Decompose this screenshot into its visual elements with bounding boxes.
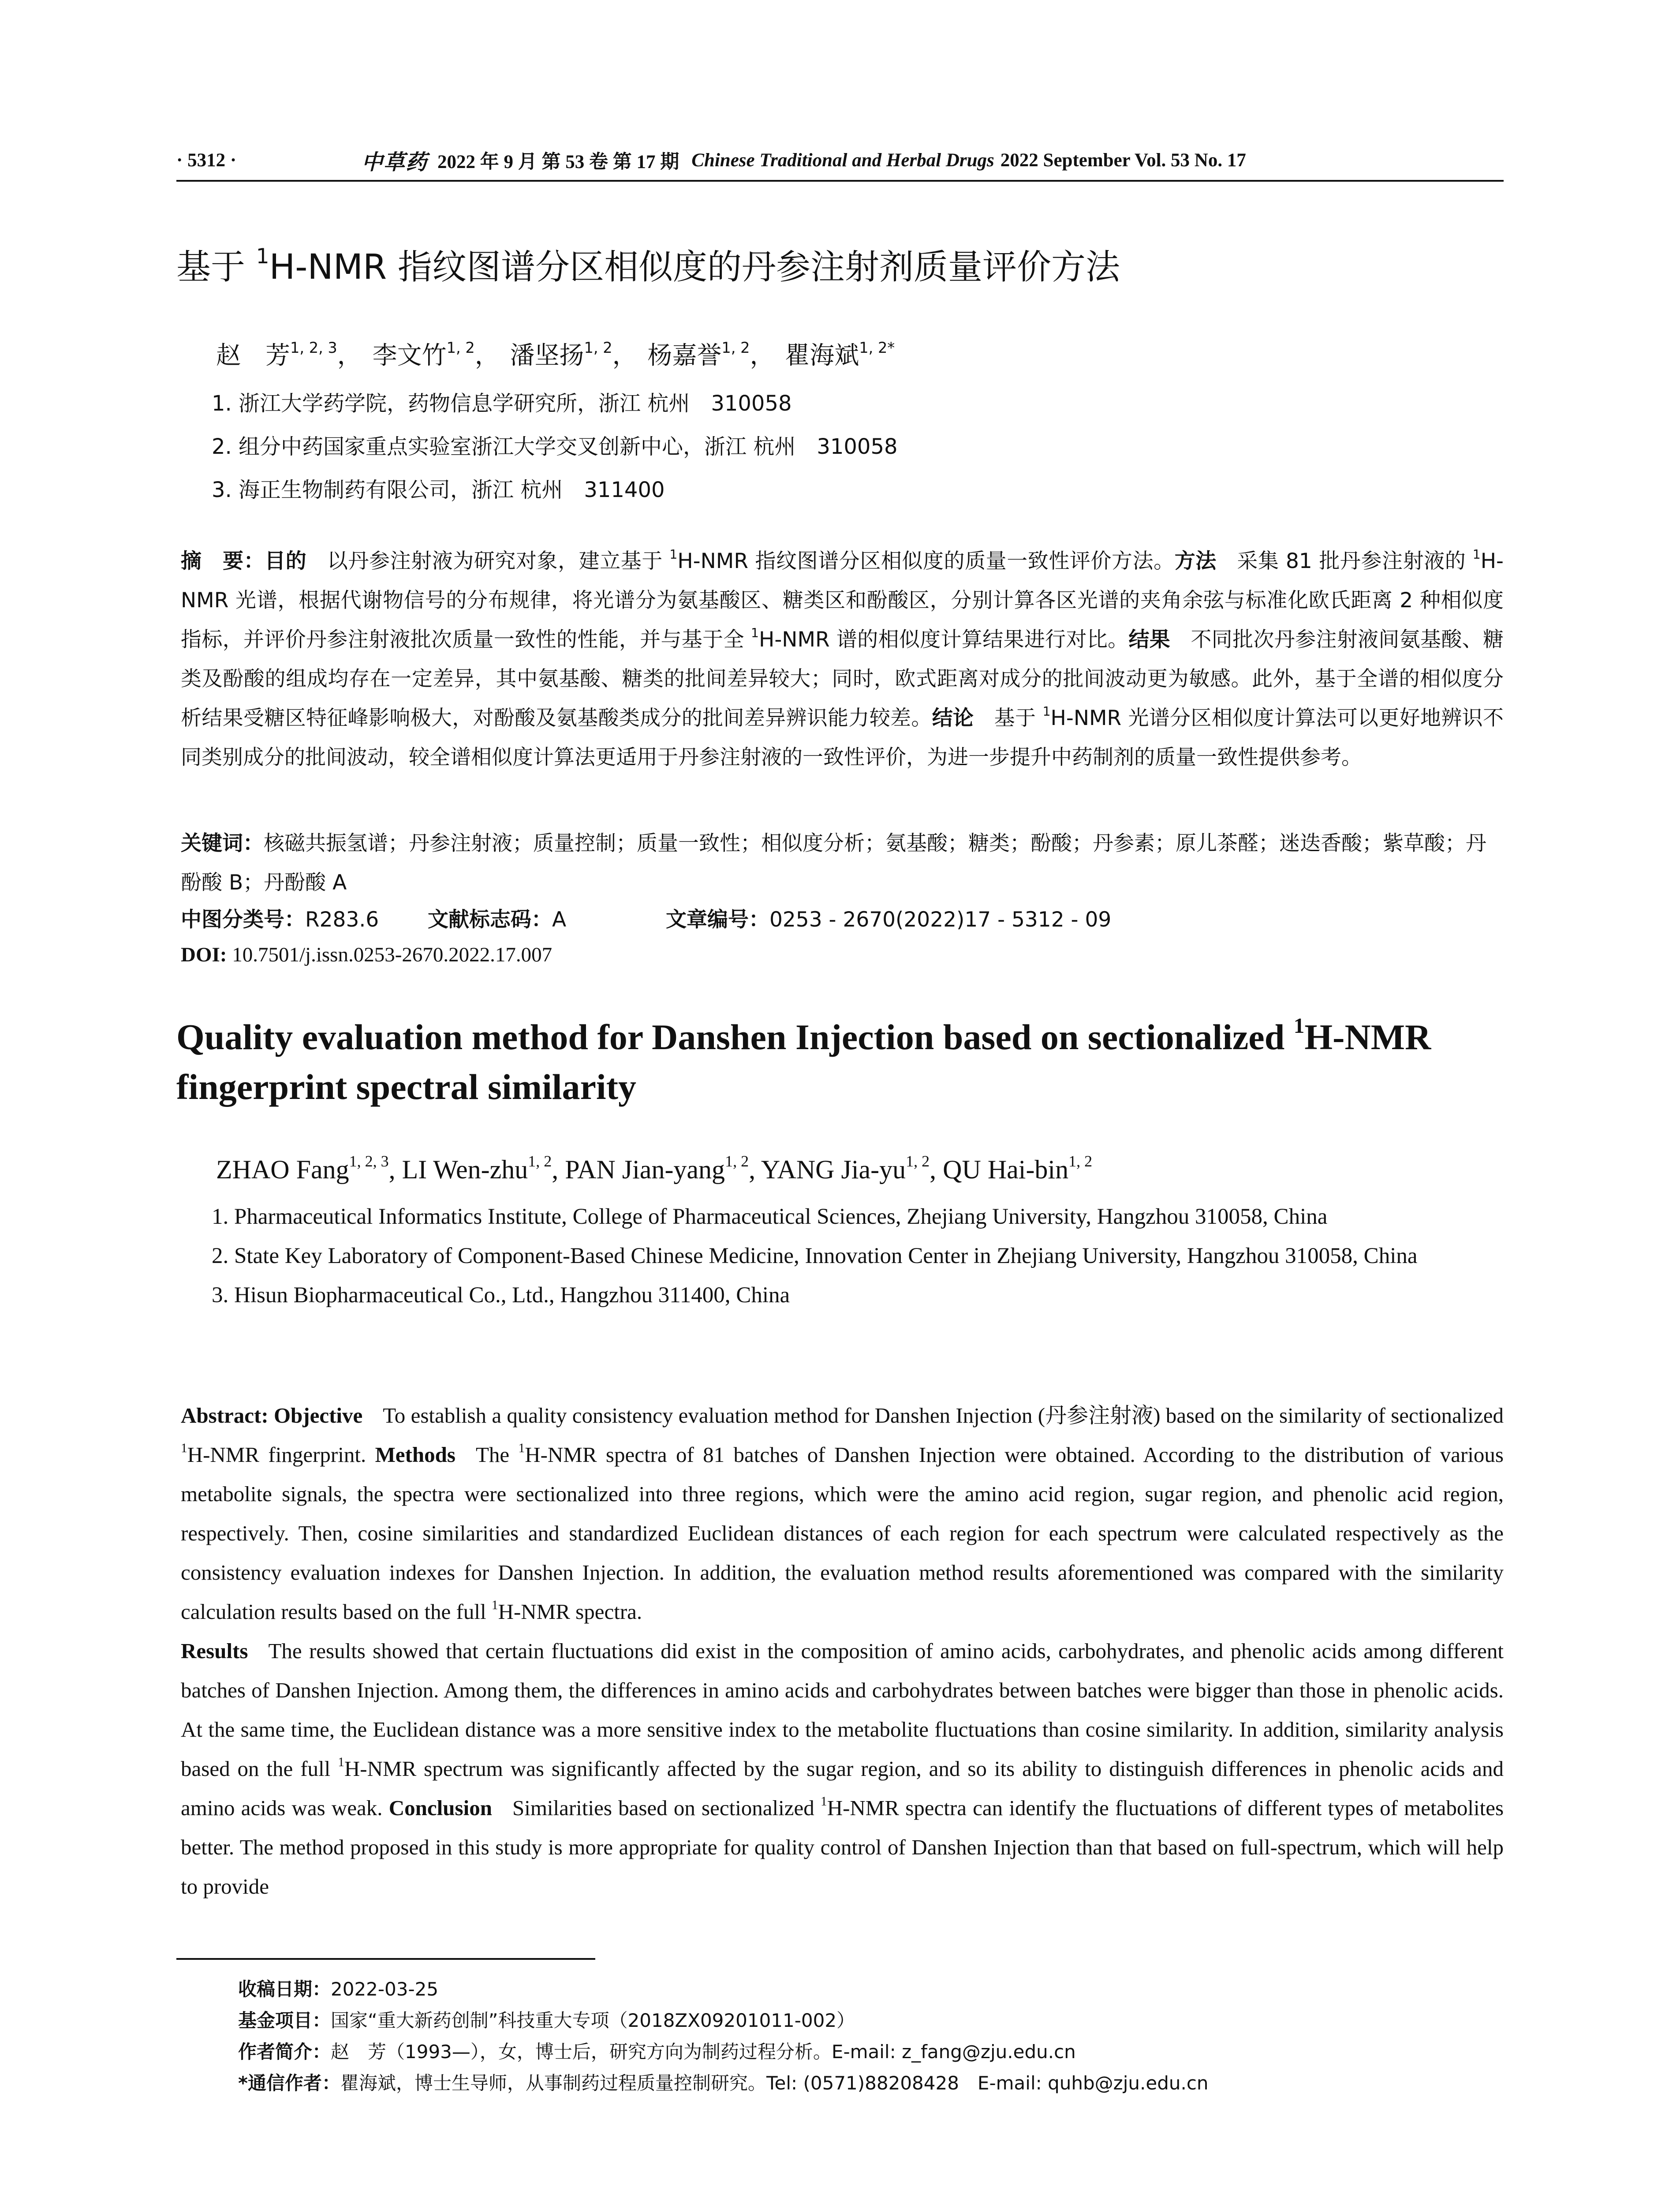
author-affiliation: 1, 2, 3 xyxy=(349,1152,389,1170)
author-affiliation: 1, 2 xyxy=(1068,1152,1093,1170)
author-name: ZHAO Fang xyxy=(216,1155,349,1184)
journal-name-en: Chinese Traditional and Herbal Drugs xyxy=(691,149,994,171)
objective-text: To establish a quality consistency evaluation method for Danshen Injection (丹参注射液) based on the similarity of sectionalized xyxy=(383,1403,1504,1428)
doc-code-value: A xyxy=(552,908,567,932)
conclusion-label: 结论 xyxy=(932,706,974,730)
objective-label: Objective xyxy=(273,1403,363,1428)
footnote-corresponding xyxy=(238,2067,1209,2099)
author-name: 潘坚扬 xyxy=(510,341,584,370)
methods-text: H-NMR spectra. xyxy=(498,1600,642,1624)
title-en-sup: 1 xyxy=(1293,1013,1305,1038)
methods-text: 采集 81 批丹参注射液的 xyxy=(1236,549,1473,573)
results-label: 结果 xyxy=(1128,628,1171,652)
title-cn-part: H-NMR 指纹图谱分区相似度的丹参注射剂质量评价方法 xyxy=(269,247,1120,287)
footnote-label: *通信作者： xyxy=(238,2072,340,2094)
author-affiliation: 1, 2 xyxy=(528,1152,552,1170)
author-name: YANG Jia-yu xyxy=(761,1155,906,1184)
footnote-received xyxy=(238,1973,1209,2005)
footnotes xyxy=(238,1973,1209,2099)
footnote-author-bio xyxy=(238,2036,1209,2067)
superscript: 1 xyxy=(669,547,678,562)
keywords-label: 关键词： xyxy=(181,831,264,856)
superscript: 1 xyxy=(518,1441,525,1455)
issue-info-en: 2022 September Vol. 53 No. 17 xyxy=(1000,149,1246,171)
superscript: 1 xyxy=(751,625,759,640)
abstract-cn xyxy=(181,542,1504,777)
superscript: 1 xyxy=(1472,547,1481,562)
classification-line xyxy=(181,903,1111,933)
author-name: QU Hai-bin xyxy=(943,1155,1069,1184)
methods-label: 方法 xyxy=(1174,549,1217,573)
clc-value: R283.6 xyxy=(305,908,379,932)
doi-label: DOI: xyxy=(181,943,227,966)
author-affiliation: 1, 2, 3 xyxy=(290,339,337,356)
footnote-label: 收稿日期： xyxy=(238,1978,331,2000)
affiliation: 1. Pharmaceutical Informatics Institute, College of Pharmaceutical Sciences, Zhejiang University, Hangzhou 310058, China xyxy=(212,1204,1328,1229)
abstract-en xyxy=(181,1396,1504,1906)
affiliations-cn xyxy=(212,382,1504,512)
affiliation: 3. Hisun Biopharmaceutical Co., Ltd., Hangzhou 311400, China xyxy=(212,1283,790,1308)
objective-label: 目的 xyxy=(265,549,307,573)
title-cn-sup: 1 xyxy=(256,244,269,269)
conclusion-text: H-NMR spectra can identify the fluctuations of different types of metabolites better. The method proposed in this study is more appropriate for quality control of Danshen Injection than that based on full-spectrum, which will help to provide xyxy=(181,1796,1504,1899)
issue-info-cn: 2022 年 9 月 第 53 卷 第 17 期 xyxy=(437,151,679,172)
methods-text: The xyxy=(475,1443,519,1467)
footnote-label: 作者简介： xyxy=(238,2041,331,2063)
footnote-funding xyxy=(238,2005,1209,2036)
author-name: 瞿海斌 xyxy=(785,341,859,370)
author-name: 杨嘉誉 xyxy=(647,341,722,370)
conclusion-text: H-NMR 光谱分区相似度计算法可以更好地辨识不同类别成分的批间波动，较全谱相似度计算法更适用于丹参注射液的一致性评价，为进一步提升中药制剂的质量一致性提供参考。 xyxy=(181,706,1504,770)
page-number: · 5312 · xyxy=(176,149,237,171)
superscript: 1 xyxy=(1042,704,1051,719)
abstract-label: 摘 要： xyxy=(181,549,265,573)
author-affiliation: 1, 2 xyxy=(906,1152,930,1170)
objective-text: 以丹参注射液为研究对象，建立基于 xyxy=(327,549,670,573)
objective-text: H-NMR 指纹图谱分区相似度的质量一致性评价方法。 xyxy=(677,549,1175,573)
conclusion-text: 基于 xyxy=(994,706,1043,730)
affiliation: 1. 浙江大学药学院，药物信息学研究所，浙江 杭州 310058 xyxy=(212,391,792,416)
superscript: 1 xyxy=(491,1598,498,1612)
author-name: PAN Jian-yang xyxy=(565,1155,725,1184)
methods-text: H-NMR 光谱，根据代谢物信号的分布规律，将光谱分为氨基酸区、糖类区和酚酸区，分别计算各区光谱的夹角余弦与标准化欧氏距离 2 种相似度指标，并评价丹参注射液批次质量一致性的性能，并与基于全 xyxy=(181,549,1504,652)
results-text: The results showed that certain fluctuations did exist in the composition of amino acids, carbohydrates, and phenolic acids among different batches of Danshen Injection. Among them, the differences in amino acids and carbohydrates between batches were bigger than those in phenolic acids. At the same time, the Euclidean distance was a more sensitive index to the metabolite fluctuations than cosine similarity. In addition, similarity analysis based on the full xyxy=(181,1639,1504,1781)
title-en-part: Quality evaluation method for Danshen Injection based on sectionalized xyxy=(176,1017,1294,1057)
author-affiliation: 1, 2 xyxy=(446,339,475,356)
objective-text: H-NMR fingerprint. xyxy=(187,1443,366,1467)
footnote-text: 瞿海斌，博士生导师，从事制药过程质量控制研究。Tel: (0571)88208428 E-mail: quhb@zju.edu.cn xyxy=(340,2072,1209,2094)
doc-code-label: 文献标志码： xyxy=(428,908,552,932)
running-header xyxy=(176,140,1504,182)
footnote-rule xyxy=(176,1958,595,1960)
results-text: 不同批次丹参注射液间氨基酸、糖类及酚酸的组成均存在一定差异，其中氨基酸、糖类的批间差异较大；同时，欧式距离对成分的批间波动更为敏感。此外，基于全谱的相似度分析结果受糖区特征峰影响极大，对酚酸及氨基酸类成分的批间差异辨识能力较差。 xyxy=(181,628,1504,730)
affiliation: 2. State Key Laboratory of Component-Based Chinese Medicine, Innovation Center in Zhejiang University, Hangzhou 310058, China xyxy=(212,1244,1418,1268)
footnote-label: 基金项目： xyxy=(238,2010,331,2031)
results-label: Results xyxy=(181,1639,248,1663)
title-cn-part: 基于 xyxy=(176,247,256,287)
author-affiliation: 1, 2 xyxy=(725,1152,749,1170)
methods-text: H-NMR 谱的相似度计算结果进行对比。 xyxy=(758,628,1129,652)
footnote-text: 2022-03-25 xyxy=(331,1978,439,2000)
superscript: 1 xyxy=(181,1441,187,1455)
superscript: 1 xyxy=(820,1794,827,1809)
conclusion-text: Similarities based on sectionalized xyxy=(512,1796,821,1820)
affiliation: 3. 海正生物制药有限公司，浙江 杭州 311400 xyxy=(212,478,665,502)
author-name: 李文竹 xyxy=(372,341,447,370)
footnote-text: 国家“重大新药创制”科技重大专项（2018ZX09201011-002） xyxy=(331,2010,855,2031)
author-name: LI Wen-zhu xyxy=(402,1155,528,1184)
author-affiliation: 1, 2 xyxy=(721,339,750,356)
results-text: H-NMR spectrum was significantly affected by the sugar region, and so its ability to distinguish differences in phenolic acids and amino acids was weak. xyxy=(181,1757,1504,1820)
keywords-text: 核磁共振氢谱；丹参注射液；质量控制；质量一致性；相似度分析；氨基酸；糖类；酚酸；丹参素；原儿茶醛；迷迭香酸；紫草酸；丹酚酸 B；丹酚酸 A xyxy=(181,831,1486,895)
affiliations-en xyxy=(212,1197,1504,1315)
title-cn xyxy=(176,244,1499,288)
conclusion-label: Conclusion xyxy=(388,1796,492,1820)
keywords-cn xyxy=(181,824,1504,902)
methods-label: Methods xyxy=(375,1443,455,1467)
clc-label: 中图分类号： xyxy=(181,908,305,932)
authors-cn: 赵 芳$^{1, 2, 3}$， 李文竹$^{1, 2}$， 潘坚扬$^{1, 2}$， 杨嘉誉$^{1, 2}$， 瞿海斌$^{1, 2*}$ xyxy=(216,339,895,370)
footnote-text: 赵 芳（1993—），女，博士后，研究方向为制药过程分析。E-mail: z_fang@zju.edu.cn xyxy=(331,2041,1076,2063)
affiliation: 2. 组分中药国家重点实验室浙江大学交叉创新中心，浙江 杭州 310058 xyxy=(212,434,898,459)
author-affiliation: 1, 2* xyxy=(859,339,895,356)
authors-en: ZHAO Fang$^{1, 2, 3}$, LI Wen-zhu$^{1, 2}$, PAN Jian-yang$^{1, 2}$, YANG Jia-yu$^{1, 2}$, QU Hai-bin$^{1, 2}$ xyxy=(216,1152,1093,1184)
title-en-part: H-NMR fingerprint spectral similarity xyxy=(176,1017,1431,1107)
journal-name-cn: 中草药 xyxy=(362,150,428,174)
title-en xyxy=(176,1012,1499,1112)
doi-line xyxy=(181,943,552,967)
article-number-value: 0253 - 2670(2022)17 - 5312 - 09 xyxy=(769,908,1112,932)
doi-value[interactable]: 10.7501/j.issn.0253-2670.2022.17.007 xyxy=(232,943,553,966)
article-number-label: 文章编号： xyxy=(666,908,769,932)
author-affiliation: 1, 2 xyxy=(584,339,612,356)
abstract-label: Abstract: xyxy=(181,1403,269,1428)
superscript: 1 xyxy=(338,1755,344,1769)
methods-text: H-NMR spectra of 81 batches of Danshen Injection were obtained. According to the distribution of various metabolite signals, the spectra were sectionalized into three regions, which were the amino acid region, sugar region, and phenolic acid region, respectively. Then, cosine similarities and standardized Euclidean distances of each region for each spectrum were calculated respectively as the consistency evaluation indexes for Danshen Injection. In addition, the evaluation method results aforementioned was compared with the similarity calculation results based on the full xyxy=(181,1443,1504,1624)
author-name: 赵 芳 xyxy=(216,341,290,370)
